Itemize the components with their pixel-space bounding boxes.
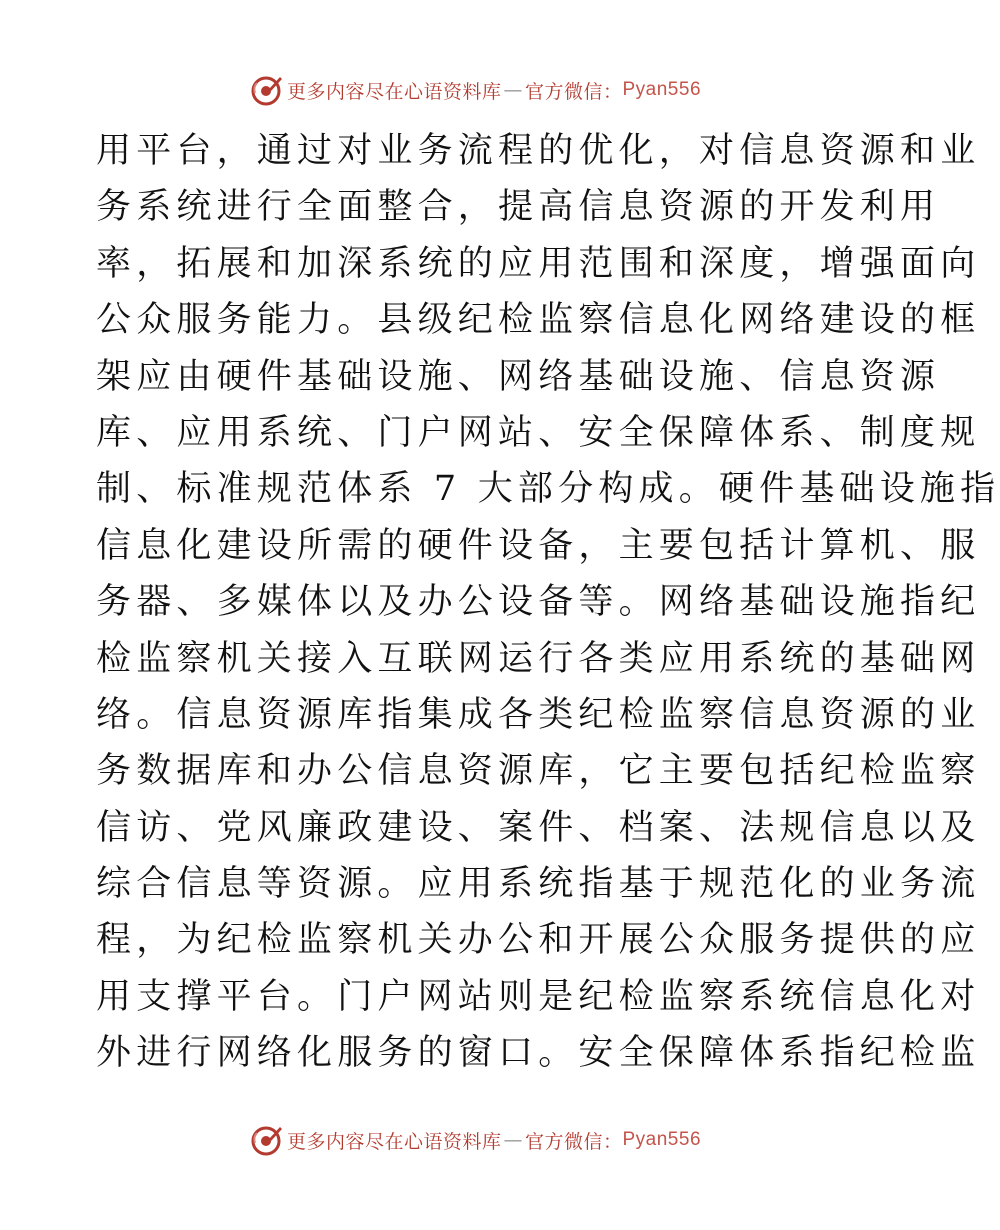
- text-line: 务数据库和办公信息资源库，它主要包括纪检监察: [96, 751, 981, 792]
- footer-wechat-label: 官方微信：: [524, 1130, 623, 1153]
- text-line: 用支撑平台。门户网站则是纪检监察系统信息化对: [96, 976, 981, 1017]
- text-line: 信访、党风廉政建设、案件、档案、法规信息以及: [96, 807, 981, 848]
- header-banner: [0, 70, 950, 110]
- header-wechat-account: Pyan556: [622, 79, 702, 100]
- footer-banner: [0, 1120, 950, 1160]
- text-line: 外进行网络化服务的窗口。安全保障体系指纪检监: [96, 1033, 981, 1074]
- footer-wechat-account: Pyan556: [622, 1129, 702, 1150]
- text-line: 检监察机关接入互联网运行各类应用系统的基础网: [96, 638, 981, 679]
- text-line: 务器、多媒体以及办公设备等。网络基础设施指纪: [96, 582, 981, 623]
- footer-slogan: 更多内容尽在心语资料库: [286, 1130, 502, 1153]
- pen-logo-icon: [249, 1123, 283, 1157]
- footer-separator: —: [503, 1129, 523, 1151]
- header-slogan: 更多内容尽在心语资料库: [286, 80, 502, 103]
- header-wechat-label: 官方微信：: [524, 80, 623, 103]
- text-line: 程，为纪检监察机关办公和开展公众服务提供的应: [96, 920, 981, 961]
- text-line: 公众服务能力。县级纪检监察信息化网络建设的框: [96, 300, 981, 341]
- document-body: [96, 123, 1000, 1082]
- text-line: 综合信息等资源。应用系统指基于规范化的业务流: [96, 864, 981, 905]
- header-separator: —: [503, 79, 523, 101]
- text-line: 信息化建设所需的硬件设备，主要包括计算机、服: [96, 525, 981, 566]
- text-line: 务系统进行全面整合，提高信息资源的开发利用: [96, 187, 941, 228]
- text-line: 库、应用系统、门户网站、安全保障体系、制度规: [96, 412, 981, 453]
- pen-logo-icon: [249, 73, 283, 107]
- text-line: 络。信息资源库指集成各类纪检监察信息资源的业: [96, 694, 981, 735]
- text-line: 制、标准规范体系 7 大部分构成。硬件基础设施指: [96, 469, 1000, 510]
- text-line: 率，拓展和加深系统的应用范围和深度，增强面向: [96, 243, 981, 284]
- text-line: 用平台，通过对业务流程的优化，对信息资源和业: [96, 131, 981, 171]
- text-line: 架应由硬件基础设施、网络基础设施、信息资源: [96, 356, 941, 397]
